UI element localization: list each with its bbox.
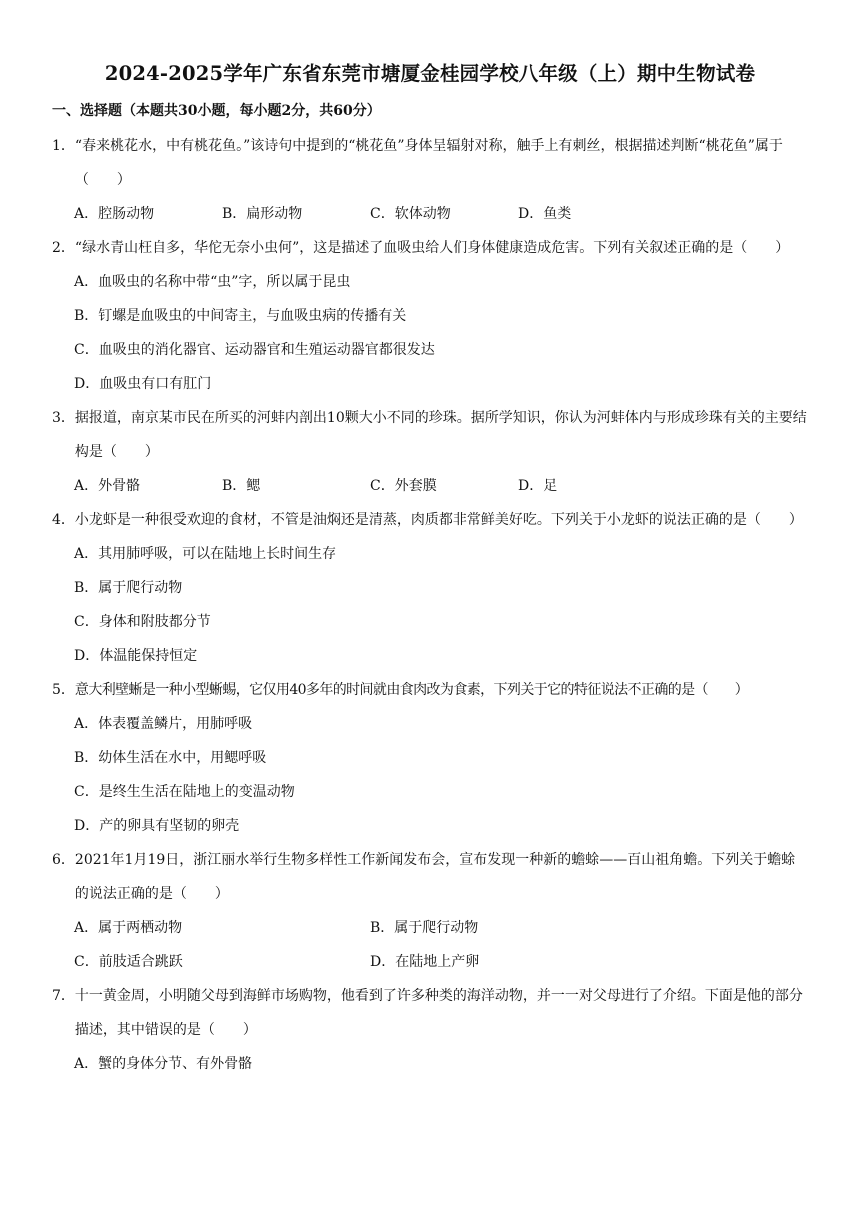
option-b: B．扁形动物	[222, 206, 303, 222]
options-row	[52, 911, 808, 945]
question-number: 6．	[52, 852, 75, 868]
option-d: D．足	[518, 478, 558, 494]
question-text: “绿水青山枉自多，华佗无奈小虫何”，这是描述了血吸虫给人们身体健康造成危害。下列有关叙述正确的是（ ）	[74, 240, 790, 256]
option-b: B．钉螺是血吸虫的中间寄主，与血吸虫病的传播有关	[74, 308, 407, 324]
option-b: B．属于爬行动物	[370, 920, 479, 936]
options-row	[52, 197, 808, 231]
question-number: 3．	[52, 410, 75, 426]
question-stem	[52, 979, 808, 1047]
option-a: A．外骨骼	[74, 478, 141, 494]
question-text: 小龙虾是一种很受欢迎的食材，不管是油焖还是清蒸，肉质都非常鲜美好吃。下列关于小龙虾的说法正确的是（ ）	[74, 512, 803, 528]
option-d: D．鱼类	[518, 206, 572, 222]
question-stem	[52, 673, 808, 707]
question-number: 4．	[52, 512, 75, 528]
question-text: “春来桃花水，中有桃花鱼。”该诗句中提到的“桃花鱼”身体呈辐射对称，触手上有刺丝，根据描述判断“桃花鱼”属于（ ）	[74, 138, 783, 188]
option-c: C．是终生生活在陆地上的变温动物	[74, 784, 295, 800]
question-number: 7．	[52, 988, 75, 1004]
options-row	[52, 945, 808, 979]
option-a: A．腔肠动物	[74, 206, 155, 222]
option-d: D．血吸虫有口有肛门	[74, 376, 212, 392]
question-text: 据报道，南京某市民在所买的河蚌内剖出10颗大小不同的珍珠。据所学知识，你认为河蚌体内与形成珍珠有关的主要结构是（ ）	[74, 410, 807, 460]
page-title: 2024-2025学年广东省东莞市塘厦金桂园学校八年级（上）期中生物试卷	[104, 62, 756, 85]
question-5	[52, 673, 808, 843]
option-d: D．在陆地上产卵	[370, 954, 480, 970]
option-c: C．软体动物	[370, 206, 451, 222]
question-stem	[52, 401, 808, 469]
question-number: 2．	[52, 240, 75, 256]
question-7	[52, 979, 808, 1081]
question-6	[52, 843, 808, 979]
option-a: A．体表覆盖鳞片，用肺呼吸	[74, 716, 253, 732]
question-stem	[52, 129, 808, 197]
question-4	[52, 503, 808, 673]
question-stem	[52, 843, 808, 911]
question-text: 意大利壁蜥是一种小型蜥蜴，它仅用40多年的时间就由食肉改为食素，下列关于它的特征说法不正确的是（ ）	[74, 682, 749, 698]
question-number: 1．	[52, 138, 75, 154]
options-row	[52, 469, 808, 503]
option-b: B．属于爬行动物	[74, 580, 183, 596]
section-heading: 一、选择题（本题共30小题，每小题2分，共60分）	[52, 103, 381, 119]
option-b: B．幼体生活在水中，用鳃呼吸	[74, 750, 267, 766]
option-d: D．体温能保持恒定	[74, 648, 198, 664]
option-c: C．身体和附肢都分节	[74, 614, 211, 630]
question-2	[52, 231, 808, 401]
question-3	[52, 401, 808, 503]
question-text: 2021年1月19日，浙江丽水举行生物多样性工作新闻发布会，宣布发现一种新的蟾蜍——百山祖角蟾。下列关于蟾蜍的说法正确的是（ ）	[74, 852, 796, 902]
option-a: A．属于两栖动物	[74, 920, 183, 936]
option-b: B．鳃	[222, 478, 261, 494]
option-d: D．产的卵具有坚韧的卵壳	[74, 818, 240, 834]
option-a: A．蟹的身体分节、有外骨骼	[74, 1056, 253, 1072]
question-stem	[52, 503, 808, 537]
question-stem	[52, 231, 808, 265]
option-c: C．前肢适合跳跃	[74, 954, 183, 970]
option-c: C．血吸虫的消化器官、运动器官和生殖运动器官都很发达	[74, 342, 435, 358]
question-number: 5．	[52, 682, 75, 698]
question-text: 十一黄金周，小明随父母到海鲜市场购物，他看到了许多种类的海洋动物，并一一对父母进行了介绍。下面是他的部分描述，其中错误的是（ ）	[74, 988, 803, 1038]
option-a: A．血吸虫的名称中带“虫”字，所以属于昆虫	[74, 274, 351, 290]
option-c: C．外套膜	[370, 478, 437, 494]
option-a: A．其用肺呼吸，可以在陆地上长时间生存	[74, 546, 337, 562]
question-1	[52, 129, 808, 231]
